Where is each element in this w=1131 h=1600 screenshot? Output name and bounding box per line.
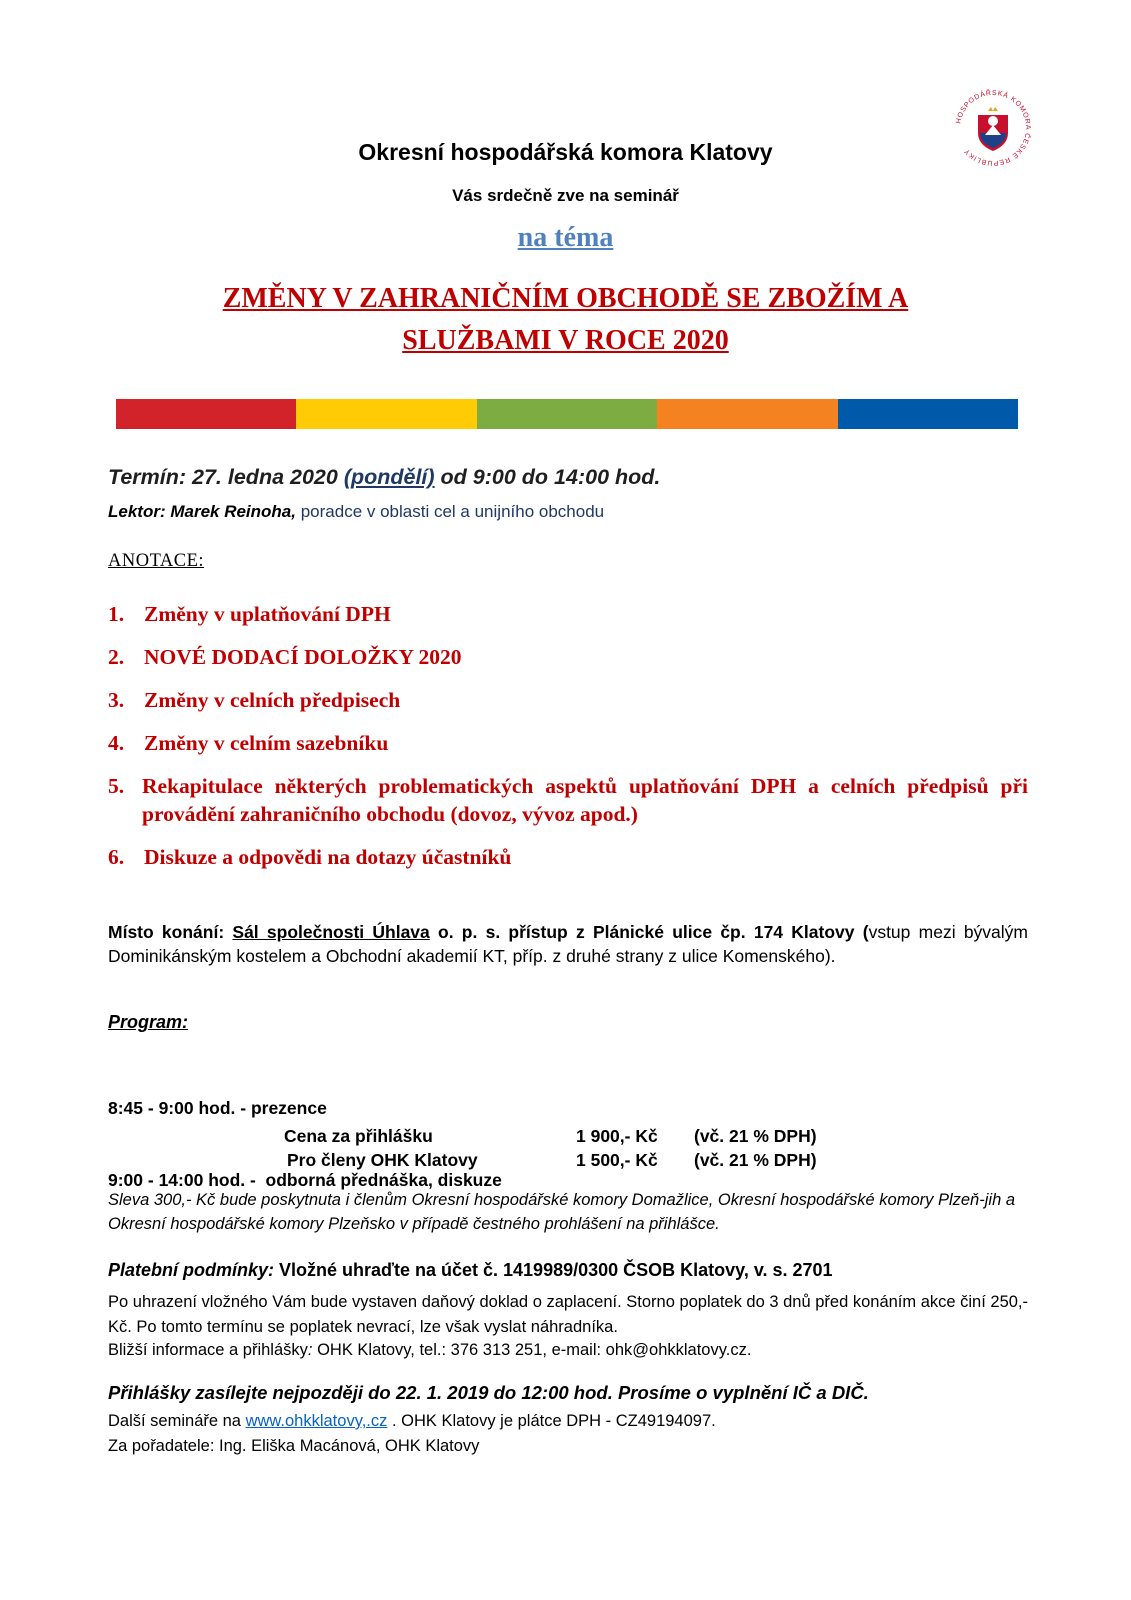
payment-details: Po uhrazení vložného Vám bude vystaven daňový doklad o zaplacení. Storno poplatek do 3 dnů před konáním akce činí 250,- Kč. Po tomto termínu se poplatek nevrací, lze však vyslat náhradníka. bbox=[108, 1293, 1029, 1336]
color-bar-segment bbox=[296, 399, 476, 429]
more-seminars: Další semináře na www.ohkklatovy,.cz . OHK Klatovy je plátce DPH - CZ49194097. bbox=[108, 1412, 716, 1430]
organizer: Za pořadatele: Ing. Eliška Macánová, OHK Klatovy bbox=[108, 1437, 480, 1455]
event-weekday: (pondělí) bbox=[343, 465, 435, 489]
agenda-item: 3. Změny v celních předpisech bbox=[108, 688, 401, 712]
annotation-heading: ANOTACE: bbox=[108, 551, 205, 571]
agenda-item: 5. Rekapitulace některých problematických aspektů uplatňování DPH a celních předpisů při provádění zahraničního obchodu (dovoz, vývoz apod.) bbox=[108, 774, 1028, 826]
agenda-item: 4. Změny v celním sazebníku bbox=[108, 731, 389, 755]
program-row: 8:45 - 9:00 hod. - prezence bbox=[108, 1098, 327, 1118]
venue-address: o. p. s. přístup z Plánické ulice čp. 174 Klatovy ( bbox=[429, 922, 869, 942]
color-bar bbox=[116, 399, 1018, 429]
invite-text: Vás srdečně zve na seminář bbox=[452, 186, 679, 205]
payment-label: Platební podmínky: bbox=[108, 1260, 275, 1280]
price-table bbox=[284, 1124, 817, 1172]
venue-place: Sál společnosti Úhlava bbox=[232, 922, 430, 942]
contact-info: Bližší informace a přihlášky: OHK Klatovy, tel.: 376 313 251, e-mail: ohk@ohkklatovy.cz. bbox=[108, 1341, 752, 1359]
organization-name: Okresní hospodářská komora Klatovy bbox=[358, 139, 773, 165]
website-link[interactable]: www.ohkklatovy,.cz bbox=[245, 1412, 388, 1430]
lecturer-name: Lektor: Marek Reinoha, bbox=[108, 502, 296, 521]
venue bbox=[108, 920, 1028, 968]
logo-text: HOSPODÁŘSKÁ KOMORA ČESKÉ REPUBLIKY bbox=[955, 89, 1032, 167]
agenda-item: 1. Změny v uplatňování DPH bbox=[108, 602, 391, 626]
discount-note: Sleva 300,- Kč bude poskytnuta i členům Okresní hospodářské komory Domažlice, Okresní hospodářské komory Plzeň-jih a Okresní hospodářské komory Plzeňsko v případě čestného prohlášení na přihlášce. bbox=[108, 1191, 1016, 1233]
topic-label: na téma bbox=[517, 222, 614, 253]
registration-deadline: Přihlášky zasílejte nejpozději do 22. 1. 2019 do 12:00 hod. Prosíme o vyplnění IČ a DIČ. bbox=[108, 1382, 869, 1403]
agenda-list bbox=[108, 600, 1028, 886]
title-line-1: ZMĚNY V ZAHRANIČNÍM OBCHODĚ SE ZBOŽÍM A bbox=[222, 283, 909, 314]
agenda-item: 6. Diskuze a odpovědi na dotazy účastníků bbox=[108, 845, 512, 869]
program-heading: Program: bbox=[108, 1012, 189, 1032]
color-bar-segment bbox=[838, 399, 1018, 429]
event-date: Termín: 27. ledna 2020 (pondělí) od 9:00 do 14:00 hod. bbox=[108, 465, 661, 489]
lecturer bbox=[108, 502, 604, 522]
price-row: Pro členy OHK Klatovy 1 500,- Kč (vč. 21 % DPH) bbox=[287, 1150, 817, 1170]
program-row: 9:00 - 14:00 hod. - odborná přednáška, diskuze bbox=[108, 1170, 502, 1190]
agenda-item: 2. NOVÉ DODACÍ DOLOŽKY 2020 bbox=[108, 645, 462, 669]
venue-note: vstup mezi bývalým Dominikánským kostelem a Obchodní akademií KT, příp. z druhé strany z ulice Komenského). bbox=[108, 922, 1028, 966]
venue-label: Místo konání: bbox=[108, 922, 233, 942]
color-bar-segment bbox=[477, 399, 657, 429]
color-bar-segment bbox=[657, 399, 837, 429]
seminar-title bbox=[0, 278, 1131, 362]
lecturer-role: poradce v oblasti cel a unijního obchodu bbox=[296, 502, 605, 521]
price-row: Cena za přihlášku 1 900,- Kč (vč. 21 % DPH) bbox=[284, 1126, 817, 1146]
title-line-2: SLUŽBAMI V ROCE 2020 bbox=[402, 325, 729, 356]
color-bar-segment bbox=[116, 399, 296, 429]
payment-terms: Platební podmínky: Vložné uhraďte na účet č. 1419989/0300 ČSOB Klatovy, v. s. 2701 bbox=[108, 1260, 833, 1280]
